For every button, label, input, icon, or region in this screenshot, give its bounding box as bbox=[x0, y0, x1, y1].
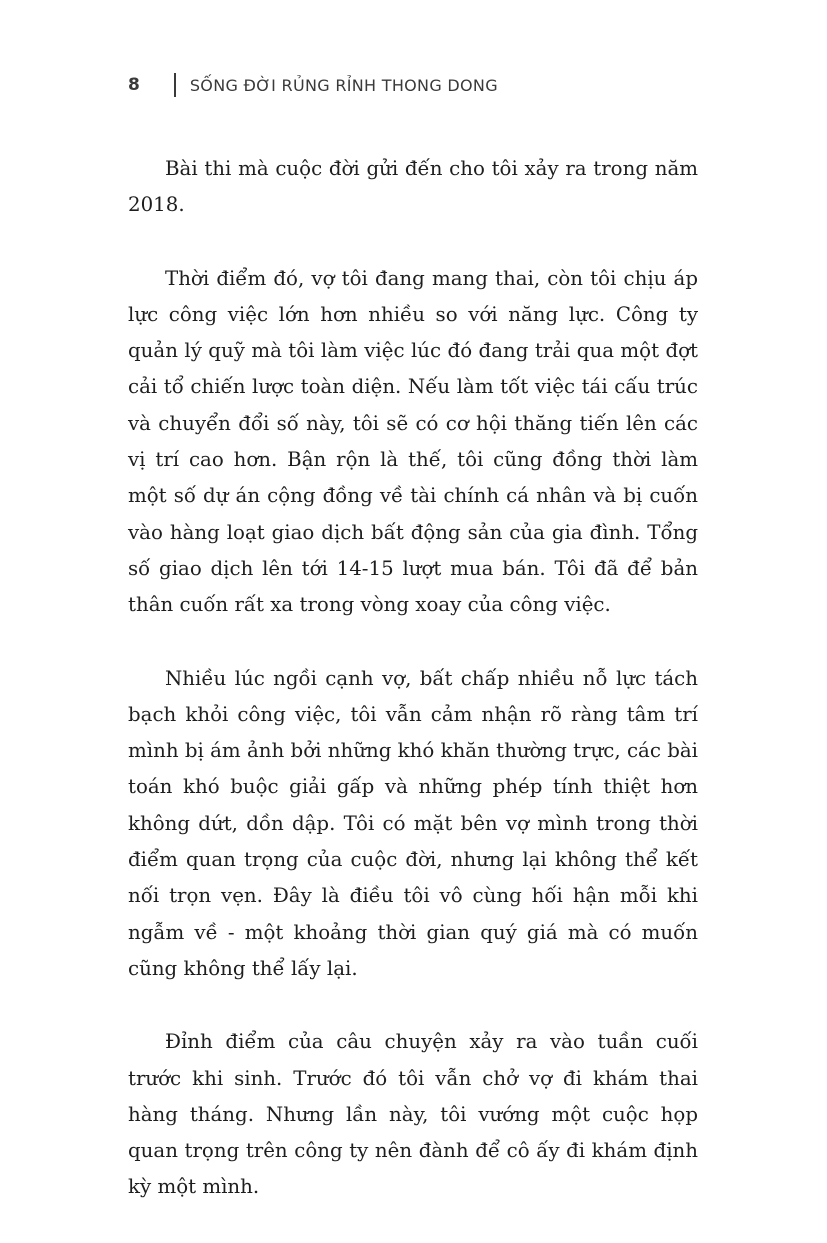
book-title: SỐNG ĐỜI RỦNG RỈNH THONG DONG bbox=[189, 75, 498, 95]
page-number: 8 bbox=[128, 75, 141, 95]
body-text bbox=[128, 151, 698, 1243]
paragraph: Thời điểm đó, vợ tôi đang mang thai, còn tôi chịu áp lực công việc lớn hơn nhiều so với năng lực. Công ty quản lý quỹ mà tôi làm việc lúc đó đang trải qua một đợt cải tổ chiến lược toàn diện. Nếu làm tốt việc tái cấu trúc và chuyển đổi số này, tôi sẽ có cơ hội thăng tiến lên các vị trí cao hơn. Bận rộn là thế, tôi cũng đồng thời làm một số dự án cộng đồng về tài chính cá nhân và bị cuốn vào hàng loạt giao dịch bất động sản của gia đình. Tổng số giao dịch lên tới 14-15 lượt mua bán. Tôi đã để bản thân cuốn rất xa trong vòng xoay của công việc. bbox=[128, 266, 698, 617]
paragraph: Nhiều lúc ngồi cạnh vợ, bất chấp nhiều nỗ lực tách bạch khỏi công việc, tôi vẫn cảm nhận rõ ràng tâm trí mình bị ám ảnh bởi những khó khăn thường trực, các bài toán khó buộc giải gấp và những phép tính thiệt hơn không dứt, dồn dập. Tôi có mặt bên vợ mình trong thời điểm quan trọng của cuộc đời, nhưng lại không thể kết nối trọn vẹn. Đây là điều tôi vô cùng hối hận mỗi khi ngẫm về - một khoảng thời gian quý giá mà có muốn cũng không thể lấy lại. bbox=[128, 666, 698, 980]
running-header bbox=[128, 70, 498, 100]
paragraph: Bài thi mà cuộc đời gửi đến cho tôi xảy ra trong năm 2018. bbox=[128, 157, 698, 217]
paragraph: Đỉnh điểm của câu chuyện xảy ra vào tuần cuối trước khi sinh. Trước đó tôi vẫn chở vợ đi khám thai hàng tháng. Nhưng lần này, tôi vướng một cuộc họp quan trọng trên công ty nên đành để cô ấy đi khám định kỳ một mình. bbox=[128, 1030, 698, 1199]
header-divider bbox=[174, 73, 176, 97]
